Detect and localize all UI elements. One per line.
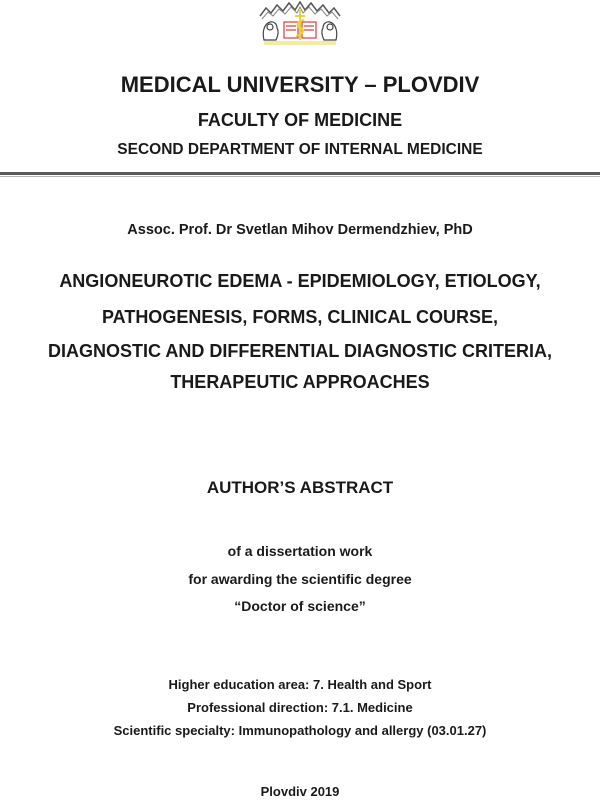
author-name: Assoc. Prof. Dr Svetlan Mihov Dermendzhiev, PhD xyxy=(127,222,473,238)
dissertation-title-line-4: THERAPEUTIC APPROACHES xyxy=(170,372,430,392)
purpose-line-2: for awarding the scientific degree xyxy=(188,571,412,587)
education-area: Higher education area: 7. Health and Sport xyxy=(168,677,432,692)
purpose-line-3: “Doctor of science” xyxy=(234,598,366,614)
department-name: SECOND DEPARTMENT OF INTERNAL MEDICINE xyxy=(117,141,483,158)
header-divider xyxy=(0,172,600,175)
dissertation-title-line-2: PATHOGENESIS, FORMS, CLINICAL COURSE, xyxy=(101,307,499,327)
university-crest-icon xyxy=(258,0,342,46)
faculty-name: FACULTY OF MEDICINE xyxy=(197,110,403,130)
header-divider-thin xyxy=(0,176,600,177)
scientific-specialty: Scientific specialty: Immunopathology and allergy (03.01.27) xyxy=(113,723,487,738)
purpose-line-1: of a dissertation work xyxy=(227,543,373,559)
document-type: AUTHOR’S ABSTRACT xyxy=(206,478,394,497)
dissertation-title-line-3: DIAGNOSTIC AND DIFFERENTIAL DIAGNOSTIC CRITERIA, xyxy=(48,341,552,361)
professional-direction: Professional direction: 7.1. Medicine xyxy=(187,700,413,715)
dissertation-title-line-1: ANGIONEUROTIC EDEMA - EPIDEMIOLOGY, ETIOLOGY, xyxy=(59,271,541,291)
place-and-year: Plovdiv 2019 xyxy=(260,784,340,799)
university-name: MEDICAL UNIVERSITY – PLOVDIV xyxy=(120,72,480,97)
